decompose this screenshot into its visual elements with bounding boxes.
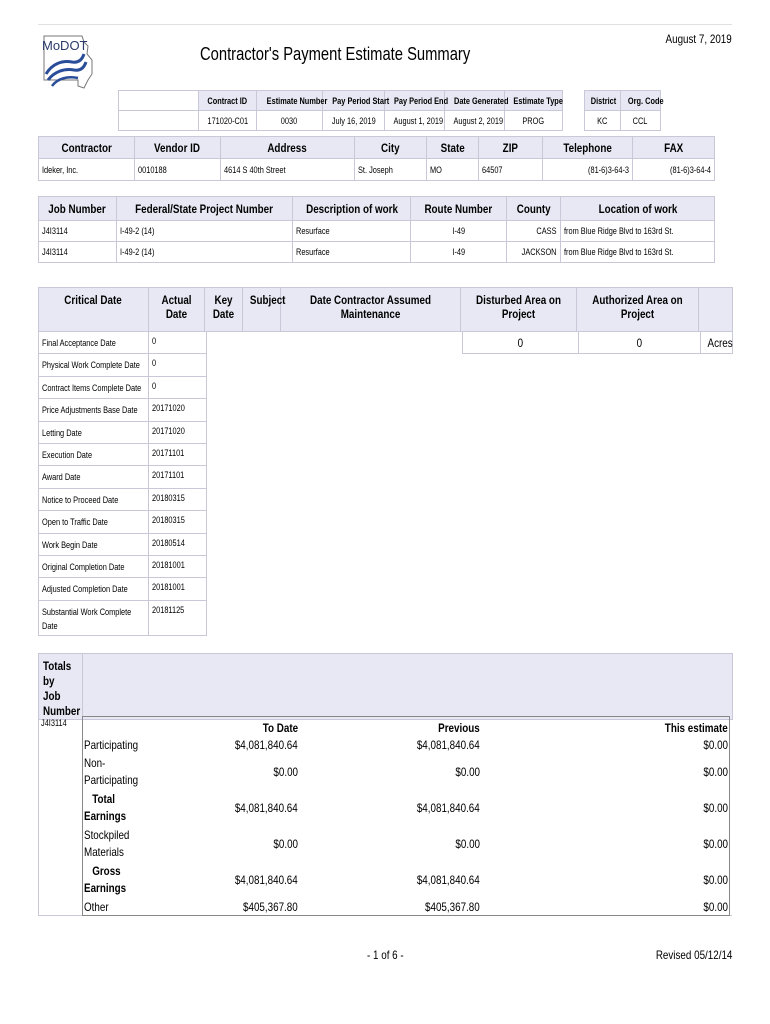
critical-date-row: [39, 421, 207, 443]
zip-value: 64507: [479, 159, 543, 181]
critical-date-row: [39, 600, 207, 635]
state-value: MO: [427, 159, 479, 181]
critical-date-label: Original Completion Date: [39, 555, 149, 577]
critical-date-value: 20180514: [149, 533, 207, 555]
jobs-table: [38, 196, 715, 263]
job-number: J4I3114: [39, 221, 117, 242]
critical-date-label: Open to Traffic Date: [39, 511, 149, 533]
pay-period-end-value: August 1, 2019: [385, 111, 445, 131]
county: JACKSON: [507, 242, 561, 263]
contract-id-header: Contract ID: [199, 91, 257, 111]
totals-to-date-value: $405,367.80: [243, 900, 298, 914]
critical-date-value: 20181001: [149, 555, 207, 577]
org-code-value: CCL: [621, 111, 661, 131]
totals-header-fill: [83, 654, 733, 720]
critical-date-value: 20171101: [149, 466, 207, 488]
address-value: 4614 S 40th Street: [221, 159, 355, 181]
totals-row-label: Total Earnings: [84, 792, 127, 823]
critical-date-row: [39, 511, 207, 533]
this-estimate-header: This estimate: [665, 721, 728, 735]
critical-date-label: Final Acceptance Date: [39, 332, 149, 354]
totals-previous-value: $4,081,840.64: [417, 801, 480, 815]
critical-date-value: 0: [149, 376, 207, 398]
critical-date-row: [39, 399, 207, 421]
fax-header: FAX: [633, 137, 715, 159]
contractor-header: Contractor: [39, 137, 135, 159]
critical-date-row: [39, 578, 207, 600]
critical-date-value: 20171101: [149, 443, 207, 465]
critical-date-value: 20181001: [149, 578, 207, 600]
city-value: St. Joseph: [355, 159, 427, 181]
critical-date-row: [39, 555, 207, 577]
disturbed-area-value: 0: [463, 332, 579, 354]
totals-row-label: Participating: [84, 738, 139, 752]
page-number: - 1 of 6 -: [366, 948, 404, 962]
to-date-header: To Date: [262, 721, 298, 735]
maintenance-header: Date Contractor Assumed Maintenance: [281, 288, 461, 332]
route-number-header: Route Number: [411, 197, 507, 221]
previous-header: Previous: [438, 721, 480, 735]
totals-header-table: [38, 653, 733, 720]
estimate-type-header: Estimate Type: [505, 91, 563, 111]
contract-blank-header: [119, 91, 199, 111]
totals-previous-value: $0.00: [455, 837, 480, 851]
totals-this-value: $0.00: [703, 837, 728, 851]
route-number: I-49: [411, 242, 507, 263]
totals-to-date-value: $4,081,840.64: [235, 801, 298, 815]
critical-date-value: 20180315: [149, 511, 207, 533]
totals-job-left-border: [38, 715, 39, 915]
totals-row: [83, 791, 729, 827]
critical-date-label: Work Begin Date: [39, 533, 149, 555]
logo-text: MoDOT: [42, 38, 88, 53]
totals-row-label: Other: [84, 900, 109, 914]
estimate-number-value: 0030: [257, 111, 323, 131]
totals-previous-value: $405,367.80: [425, 900, 480, 914]
critical-date-row: [39, 332, 207, 354]
critical-date-value: 0: [149, 354, 207, 376]
totals-this-value: $0.00: [703, 738, 728, 752]
critical-date-row: [39, 533, 207, 555]
table-row: [39, 242, 715, 263]
job-number-header: Job Number: [39, 197, 117, 221]
fax-value: (81-6)3-64-4: [633, 159, 715, 181]
critical-date-row: [39, 466, 207, 488]
city-header: City: [355, 137, 427, 159]
revised-date: Revised 05/12/14: [655, 948, 732, 962]
description: Resurface: [293, 221, 411, 242]
contract-info-table: [118, 90, 563, 131]
location: from Blue Ridge Blvd to 163rd St.: [561, 242, 715, 263]
project-number: I-49-2 (14): [117, 242, 293, 263]
table-row: [39, 221, 715, 242]
pay-period-start-value: July 16, 2019: [323, 111, 385, 131]
location: from Blue Ridge Blvd to 163rd St.: [561, 221, 715, 242]
totals-to-date-value: $4,081,840.64: [235, 873, 298, 887]
date-generated-value: August 2, 2019: [445, 111, 505, 131]
critical-date-label: Notice to Proceed Date: [39, 488, 149, 510]
contractor-table: [38, 136, 715, 181]
totals-this-value: $0.00: [703, 801, 728, 815]
totals-row-label: Gross Earnings: [84, 864, 127, 895]
totals-row: [83, 827, 729, 863]
description-header: Description of work: [293, 197, 411, 221]
zip-header: ZIP: [479, 137, 543, 159]
critical-date-label: Letting Date: [39, 421, 149, 443]
critical-date-value: 20180315: [149, 488, 207, 510]
contractor-name: Ideker, Inc.: [39, 159, 135, 181]
critical-date-label: Adjusted Completion Date: [39, 578, 149, 600]
totals-previous-value: $4,081,840.64: [417, 738, 480, 752]
unit-header: [699, 288, 733, 332]
route-number: I-49: [411, 221, 507, 242]
critical-date-row: [39, 443, 207, 465]
critical-date-row: [39, 354, 207, 376]
critical-dates-table: [38, 331, 207, 636]
totals-box: [82, 716, 730, 916]
critical-date-row: [39, 376, 207, 398]
critical-date-label: Execution Date: [39, 443, 149, 465]
critical-date-header: Critical Date: [39, 288, 149, 332]
district-header: District: [585, 91, 621, 111]
pay-period-end-header: Pay Period End: [385, 91, 445, 111]
totals-row: [83, 737, 729, 755]
org-code-header: Org. Code: [621, 91, 661, 111]
totals-this-value: $0.00: [703, 765, 728, 779]
critical-date-label: Price Adjustments Base Date: [39, 399, 149, 421]
telephone-header: Telephone: [543, 137, 633, 159]
telephone-value: (81-6)3-64-3: [543, 159, 633, 181]
totals-this-value: $0.00: [703, 900, 728, 914]
address-header: Address: [221, 137, 355, 159]
contract-blank-value: [119, 111, 199, 131]
estimate-type-value: PROG: [505, 111, 563, 131]
critical-date-value: 20171020: [149, 421, 207, 443]
totals-by-job-header: Totals by Job Number: [39, 654, 83, 720]
county: CASS: [507, 221, 561, 242]
district-table: [584, 90, 664, 131]
contract-id-value: 171020-C01: [199, 111, 257, 131]
totals-to-date-value: $4,081,840.64: [235, 738, 298, 752]
location-header: Location of work: [561, 197, 715, 221]
county-header: County: [507, 197, 561, 221]
date-generated-header: Date Generated: [445, 91, 505, 111]
totals-row: [83, 899, 729, 915]
totals-to-date-value: $0.00: [273, 837, 298, 851]
critical-date-value: 0: [149, 332, 207, 354]
totals-previous-value: $4,081,840.64: [417, 873, 480, 887]
authorized-area-header: Authorized Area on Project: [577, 288, 699, 332]
disturbed-area-header: Disturbed Area on Project: [461, 288, 577, 332]
authorized-area-value: 0: [579, 332, 701, 354]
totals-to-date-value: $0.00: [273, 765, 298, 779]
subject-header: Subject: [243, 288, 281, 332]
job-number: J4I3114: [39, 242, 117, 263]
key-date-header: Key Date: [205, 288, 243, 332]
totals-row-label: Non-Participating: [84, 756, 139, 787]
critical-date-row: [39, 488, 207, 510]
totals-row: [83, 755, 729, 791]
modot-logo: [38, 30, 98, 92]
estimate-number-header: Estimate Number: [257, 91, 323, 111]
description: Resurface: [293, 242, 411, 263]
critical-header-table: [38, 287, 733, 332]
district-value: KC: [585, 111, 621, 131]
critical-date-label: Physical Work Complete Date: [39, 354, 149, 376]
totals-job-number: J4I3114: [41, 718, 67, 728]
critical-date-value: 20181125: [149, 600, 207, 635]
area-values-table: [462, 331, 733, 354]
critical-date-label: Contract Items Complete Date: [39, 376, 149, 398]
vendor-id-value: 0010188: [135, 159, 221, 181]
top-rule: [38, 24, 732, 25]
totals-row: [83, 863, 729, 899]
pay-period-start-header: Pay Period Start: [323, 91, 385, 111]
critical-date-label: Award Date: [39, 466, 149, 488]
critical-date-label: Substantial Work Complete Date: [39, 600, 149, 635]
project-number-header: Federal/State Project Number: [117, 197, 293, 221]
state-header: State: [427, 137, 479, 159]
vendor-id-header: Vendor ID: [135, 137, 221, 159]
project-number: I-49-2 (14): [117, 221, 293, 242]
totals-row-label: Stockpiled Materials: [84, 828, 130, 859]
page-title: Contractor's Payment Estimate Summary: [200, 44, 471, 64]
area-unit: Acres: [701, 332, 733, 354]
actual-date-header: Actual Date: [149, 288, 205, 332]
report-date: August 7, 2019: [665, 32, 732, 46]
totals-this-value: $0.00: [703, 873, 728, 887]
critical-date-value: 20171020: [149, 399, 207, 421]
totals-previous-value: $0.00: [455, 765, 480, 779]
